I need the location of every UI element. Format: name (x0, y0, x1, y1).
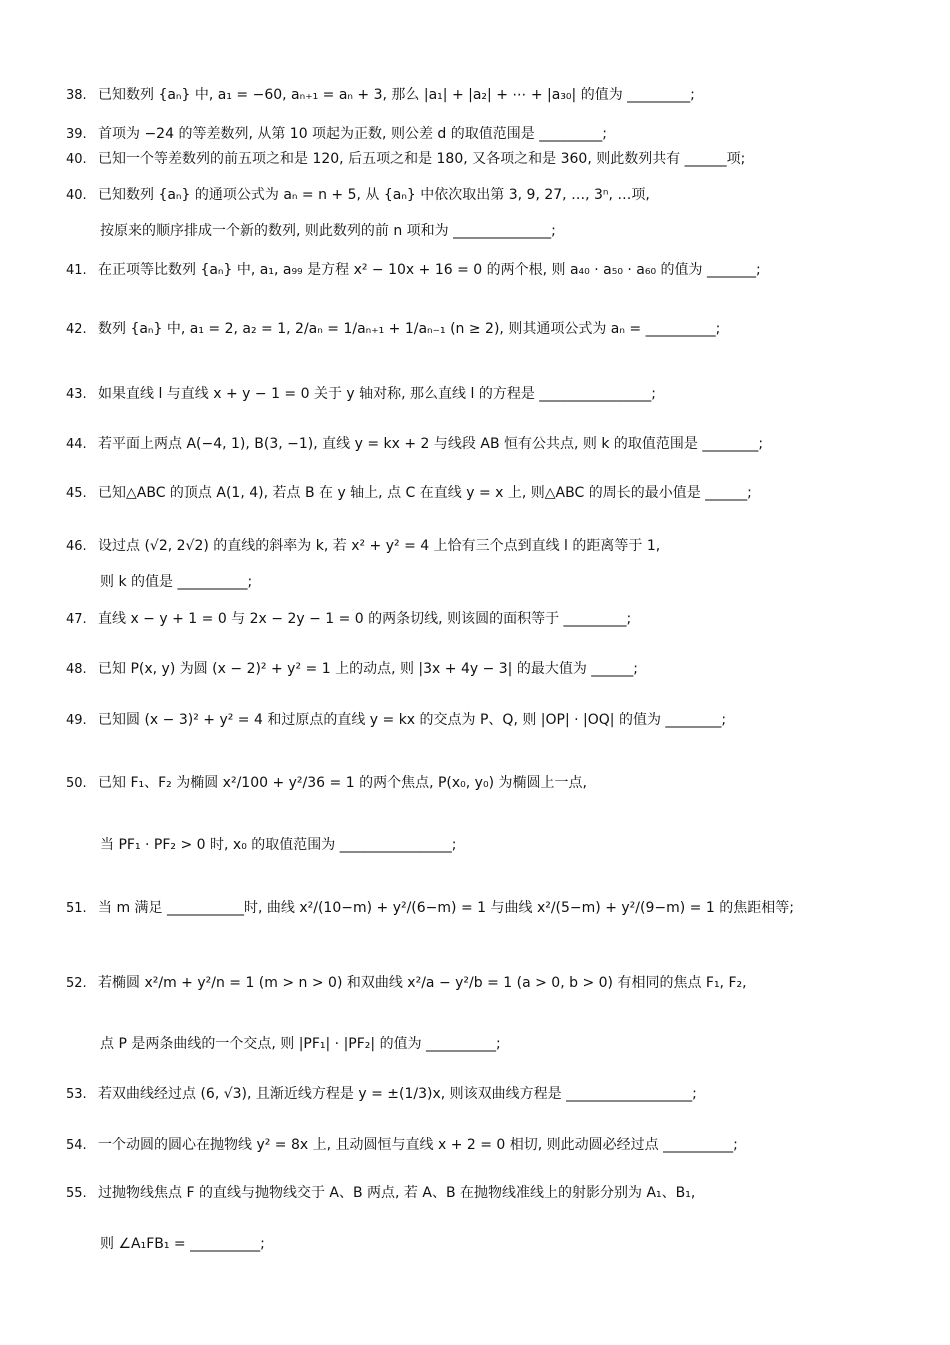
problem-39 (66, 125, 607, 144)
problem-52 (66, 974, 747, 993)
problem-number: 39. (66, 127, 87, 142)
problem-text: 如果直线 l 与直线 x + y − 1 = 0 关于 y 轴对称, 那么直线 l 的方程是 ________________; (98, 386, 657, 402)
problem-40a (66, 150, 745, 169)
problem-number: 43. (66, 387, 87, 402)
problem-55 (66, 1184, 695, 1203)
problem-number: 54. (66, 1138, 87, 1153)
problem-40b (66, 186, 650, 205)
problem-number: 51. (66, 901, 87, 916)
problem-text: 数列 {aₙ} 中, a₁ = 2, a₂ = 1, 2/aₙ = 1/aₙ₊₁ + 1/aₙ₋₁ (n ≥ 2), 则其通项公式为 aₙ = __________; (98, 321, 721, 337)
problem-text: 已知△ABC 的顶点 A(1, 4), 若点 B 在 y 轴上, 点 C 在直线 y = x 上, 则△ABC 的周长的最小值是 ______; (98, 485, 752, 501)
problem-text: 已知 P(x, y) 为圆 (x − 2)² + y² = 1 上的动点, 则 |3x + 4y − 3| 的最大值为 ______; (98, 661, 639, 677)
problem-46 (66, 537, 660, 556)
problem-text: 当 m 满足 ___________时, 曲线 x²/(10−m) + y²/(6−m) = 1 与曲线 x²/(5−m) + y²/(9−m) = 1 的焦距相等; (98, 900, 794, 916)
problem-text: 已知 F₁、F₂ 为椭圆 x²/100 + y²/36 = 1 的两个焦点, P(x₀, y₀) 为椭圆上一点, (98, 775, 587, 791)
problem-number: 52. (66, 976, 87, 991)
problem-text: 已知数列 {aₙ} 中, a₁ = −60, aₙ₊₁ = aₙ + 3, 那么 |a₁| + |a₂| + ⋯ + |a₃₀| 的值为 _________; (98, 87, 695, 103)
problem-49 (66, 711, 726, 730)
problem-text: 已知圆 (x − 3)² + y² = 4 和过原点的直线 y = kx 的交点为 P、Q, 则 |OP| · |OQ| 的值为 ________; (98, 712, 727, 728)
problem-51 (66, 899, 794, 918)
problem-text: 已知数列 {aₙ} 的通项公式为 aₙ = n + 5, 从 {aₙ} 中依次取出第 3, 9, 27, …, 3ⁿ, …项, (98, 187, 650, 203)
problem-38 (66, 86, 695, 105)
problem-40b-continued: 按原来的顺序排成一个新的数列, 则此数列的前 n 项和为 ______________; (100, 223, 556, 239)
problem-number: 55. (66, 1186, 87, 1201)
problem-43 (66, 385, 656, 404)
problem-number: 40. (66, 188, 87, 203)
problem-42 (66, 320, 720, 339)
problem-48 (66, 660, 638, 679)
problem-text: 若双曲线经过点 (6, √3), 且渐近线方程是 y = ±(1/3)x, 则该双曲线方程是 __________________; (98, 1086, 697, 1102)
problem-54 (66, 1136, 738, 1155)
problem-text: 直线 x − y + 1 = 0 与 2x − 2y − 1 = 0 的两条切线, 则该圆的面积等于 _________; (98, 611, 632, 627)
problem-number: 48. (66, 662, 87, 677)
problem-number: 41. (66, 263, 87, 278)
problem-55-continued: 则 ∠A₁FB₁ = __________; (100, 1236, 265, 1252)
problem-text: 在正项等比数列 {aₙ} 中, a₁, a₉₉ 是方程 x² − 10x + 16 = 0 的两个根, 则 a₄₀ · a₅₀ · a₆₀ 的值为 _______; (98, 262, 761, 278)
problem-50-continued: 当 PF₁ · PF₂ > 0 时, x₀ 的取值范围为 ________________; (100, 837, 457, 853)
problem-number: 42. (66, 322, 87, 337)
problem-text: 若椭圆 x²/m + y²/n = 1 (m > n > 0) 和双曲线 x²/a − y²/b = 1 (a > 0, b > 0) 有相同的焦点 F₁, F₂, (98, 975, 747, 991)
problem-number: 40. (66, 152, 87, 167)
problem-number: 46. (66, 539, 87, 554)
problem-text: 设过点 (√2, 2√2) 的直线的斜率为 k, 若 x² + y² = 4 上恰有三个点到直线 l 的距离等于 1, (98, 538, 661, 554)
problem-number: 50. (66, 776, 87, 791)
problem-number: 38. (66, 88, 87, 103)
problem-number: 44. (66, 437, 87, 452)
problem-text: 过抛物线焦点 F 的直线与抛物线交于 A、B 两点, 若 A、B 在抛物线准线上的射影分别为 A₁、B₁, (98, 1185, 696, 1201)
problem-44 (66, 435, 763, 454)
problem-number: 45. (66, 486, 87, 501)
problem-53 (66, 1085, 697, 1104)
problem-number: 53. (66, 1087, 87, 1102)
problem-52-continued: 点 P 是两条曲线的一个交点, 则 |PF₁| · |PF₂| 的值为 __________; (100, 1036, 501, 1052)
problem-number: 49. (66, 713, 87, 728)
problem-46-continued: 则 k 的值是 __________; (100, 574, 253, 590)
problem-number: 47. (66, 612, 87, 627)
problem-45 (66, 484, 752, 503)
problem-47 (66, 610, 631, 629)
problem-text: 已知一个等差数列的前五项之和是 120, 后五项之和是 180, 又各项之和是 360, 则此数列共有 ______项; (98, 151, 746, 167)
problem-text: 若平面上两点 A(−4, 1), B(3, −1), 直线 y = kx + 2 与线段 AB 恒有公共点, 则 k 的取值范围是 ________; (98, 436, 764, 452)
problem-50 (66, 774, 587, 793)
problem-text: 首项为 −24 的等差数列, 从第 10 项起为正数, 则公差 d 的取值范围是 _________; (98, 126, 607, 142)
problem-41 (66, 261, 761, 280)
problem-text: 一个动圆的圆心在抛物线 y² = 8x 上, 且动圆恒与直线 x + 2 = 0 相切, 则此动圆必经过点 __________; (98, 1137, 738, 1153)
